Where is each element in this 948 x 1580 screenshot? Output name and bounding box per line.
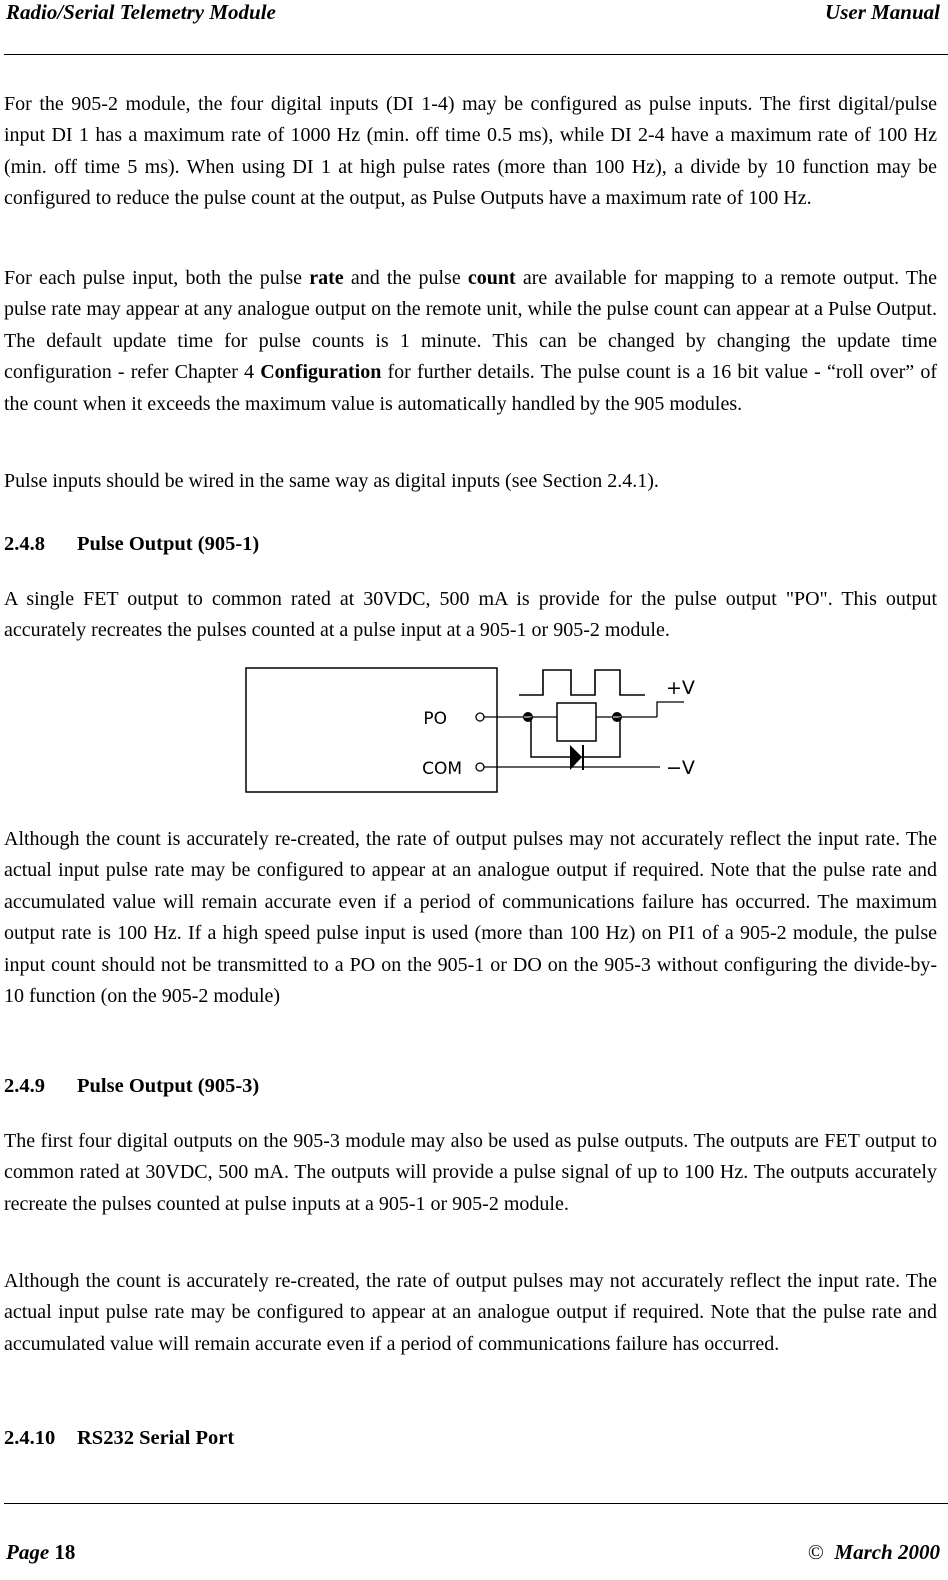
intro-paragraph-1: For the 905-2 module, the four digital inputs (DI 1-4) may be configured as pulse inputs. The first digital/pulse input DI 1 has a maximum rate of 1000 Hz (min. off time 0.5 ms), while DI 2-4 have a maximum rate of 100 Hz (min. off time 5 ms). When using DI 1 at high pulse rates (more than 100 Hz), a divide by 10 function may be configured to reduce the pulse count at the output, as Pulse Outputs have a maximum rate of 100 Hz. [4,93,937,210]
junction-dot-icon [612,712,622,722]
header-divider [4,54,948,55]
intro-paragraph-3: Pulse inputs should be wired in the same way as digital inputs (see Section 2.4.1). [4,470,659,492]
emphasis-rate: rate [309,267,344,289]
com-terminal-icon [476,763,484,771]
page-footer [6,1540,940,1570]
section-2-4-8-paragraph-2: Although the count is accurately re-created, the rate of output pulses may not accurately reflect the input rate. The actual input pulse rate may be configured to appear at an analogue output if required. Note that the pulse rate and accumulated value will remain accurate even if a period of communications failure has occurred. The maximum output rate is 100 Hz. If a high speed pulse input is used (more than 100 Hz) on PI1 of a 905-2 module, the pulse input count should not be transmitted to a PO on the 905-1 or DO on the 905-3 without configuring the divide-by-10 function (on the 905-2 module) [4,828,937,1008]
intro-paragraph-2: For each pulse input, both the pulse rate and the pulse count are available for mapping to a remote output. The pulse rate may appear at any analogue output on the remote unit, while the pulse count can appear at a Pulse Output. The default update time for pulse counts is 1 minute. This can be changed by changing the update time configuration - refer Chapter 4 Configuration for further details. The pulse count is a 16 bit value - “roll over” of the count when it exceeds the maximum value is automatically handled by the 905 modules. [4,267,938,415]
page-number: Page 18 [6,1540,76,1564]
section-heading-2-4-10: 2.4.10 RS232 Serial Port [4,1427,235,1449]
com-terminal-label: COM [422,759,462,779]
copyright-icon: © [807,1540,824,1564]
po-terminal-label: PO [423,709,447,729]
emphasis-count: count [467,267,516,289]
section-2-4-9-paragraph-2: Although the count is accurately re-created, the rate of output pulses may not accurately reflect the input rate. The actual input pulse rate may be configured to appear at an analogue output if required. Note that the pulse rate and accumulated value will remain accurate even if a period of communications failure has occurred. [4,1270,937,1355]
section-2-4-8-paragraph-1: A single FET output to common rated at 30VDC, 500 mA is provide for the pulse output "PO". This output accurately recreates the pulses counted at a pulse input at a 905-1 or 905-2 module. [4,588,937,642]
pulse-waveform-icon [519,670,645,695]
page-header [6,0,940,28]
po-terminal-icon [476,713,484,721]
module-box [246,668,497,792]
copyright-date: © March 2000 [807,1540,940,1564]
positive-supply-label: +V [666,677,695,699]
load-box [557,703,596,741]
document-type: User Manual [825,0,940,24]
chapter-reference-configuration: Configuration [260,361,382,384]
junction-dot-icon [523,712,533,722]
section-heading-2-4-8: 2.4.8 Pulse Output (905-1) [4,533,260,555]
diode-icon [570,745,582,770]
section-2-4-9-paragraph-1: The first four digital outputs on the 905-3 module may also be used as pulse outputs. The outputs are FET output to common rated at 30VDC, 500 mA. The outputs will provide a pulse signal of up to 100 Hz. The outputs accurately recreate the pulses counted at pulse inputs at a 905-1 or 905-2 module. [4,1130,937,1215]
section-heading-2-4-9: 2.4.9 Pulse Output (905-3) [4,1075,260,1097]
document-title: Radio/Serial Telemetry Module [6,0,276,24]
negative-supply-label: −V [666,757,695,779]
footer-divider [4,1503,948,1504]
